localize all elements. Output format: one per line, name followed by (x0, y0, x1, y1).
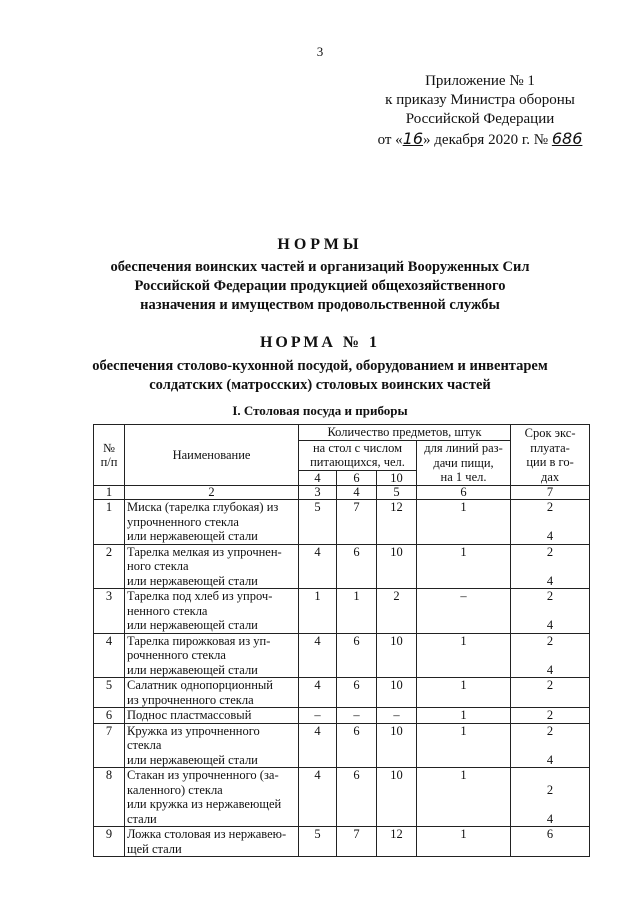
header-per-table: на стол с числом питающихся, чел. (299, 440, 417, 470)
table-row: 1 Миска (тарелка глубокая) из упрочненного стекла или нержавеющей стали 5 7 12 1 2 4 (94, 500, 590, 545)
annex-block (360, 72, 600, 150)
header-col-4: 4 (299, 470, 337, 486)
norm-subtitle (0, 357, 640, 395)
annex-number: 686 (551, 129, 583, 148)
norm-title (0, 333, 640, 395)
header-quantity: Количество предметов, штук (299, 425, 511, 441)
header-col-6: 6 (337, 470, 377, 486)
title-main: НОРМЫ (277, 236, 363, 253)
header-col-10: 10 (377, 470, 417, 486)
table-row: 3 Тарелка под хлеб из упроч- ненного стекла или нержавеющей стали 1 1 2 – 2 4 (94, 589, 590, 634)
table-row: 4 Тарелка пирожковая из уп- рочненного стекла или нержавеющей стали 4 6 10 1 2 4 (94, 633, 590, 678)
header-row-1 (94, 425, 590, 441)
page-number: 3 (316, 44, 324, 59)
annex-line-2: к приказу Министра обороны (385, 92, 575, 108)
annex-line-1: Приложение № 1 (425, 73, 535, 89)
table-row: 9 Ложка столовая из нержавею- щей стали 5 7 12 1 6 (94, 827, 590, 857)
table-row: 7 Кружка из упрочненного стекла или нержавеющей стали 4 6 10 1 2 4 (94, 723, 590, 768)
norm-title-main: НОРМА № 1 (259, 334, 381, 351)
title-sub-line-3: назначения и имуществом продовольственной службы (140, 297, 500, 313)
norm-sub-line-1: обеспечения столово-кухонной посудой, оборудованием и инвентарем (92, 358, 548, 374)
title-sub-line-1: обеспечения воинских частей и организаций Вооруженных Сил (110, 259, 530, 275)
annex-date-prefix: от « (377, 132, 403, 148)
table-row: 2 Тарелка мелкая из упрочнен- ного стекла или нержавеющей стали 4 6 10 1 2 4 (94, 544, 590, 589)
title-sub-line-2: Российской Федерации продукцией общехозяйственного (134, 278, 506, 294)
document-title (0, 235, 640, 315)
table-row: 8 Стакан из упрочненного (за- каленного) стекла или кружка из нержавеющей стали 4 6 10 1 2 4 (94, 768, 590, 827)
annex-date-line (360, 129, 600, 150)
column-number-row: 1 2 3 4 5 6 7 (94, 486, 590, 500)
section-title: I. Столовая посуда и приборы (232, 403, 408, 418)
title-sub (0, 258, 640, 315)
header-life: Срок экс- плуата- ции в го- дах (511, 425, 590, 486)
annex-date-middle: » декабря 2020 г. № (423, 132, 549, 148)
header-no: № п/п (94, 425, 125, 486)
header-serving: для линий раз- дачи пищи, на 1 чел. (417, 440, 511, 486)
table-row: 5 Салатник однопорционный из упрочненного стекла 4 6 10 1 2 (94, 678, 590, 708)
annex-line-3: Российской Федерации (405, 111, 555, 127)
header-name: Наименование (125, 425, 299, 486)
annex-day: 16 (402, 129, 424, 148)
norms-table (93, 424, 590, 857)
table-row: 6 Поднос пластмассовый – – – 1 2 (94, 708, 590, 724)
norm-sub-line-2: солдатских (матросских) столовых воинских частей (149, 377, 491, 393)
